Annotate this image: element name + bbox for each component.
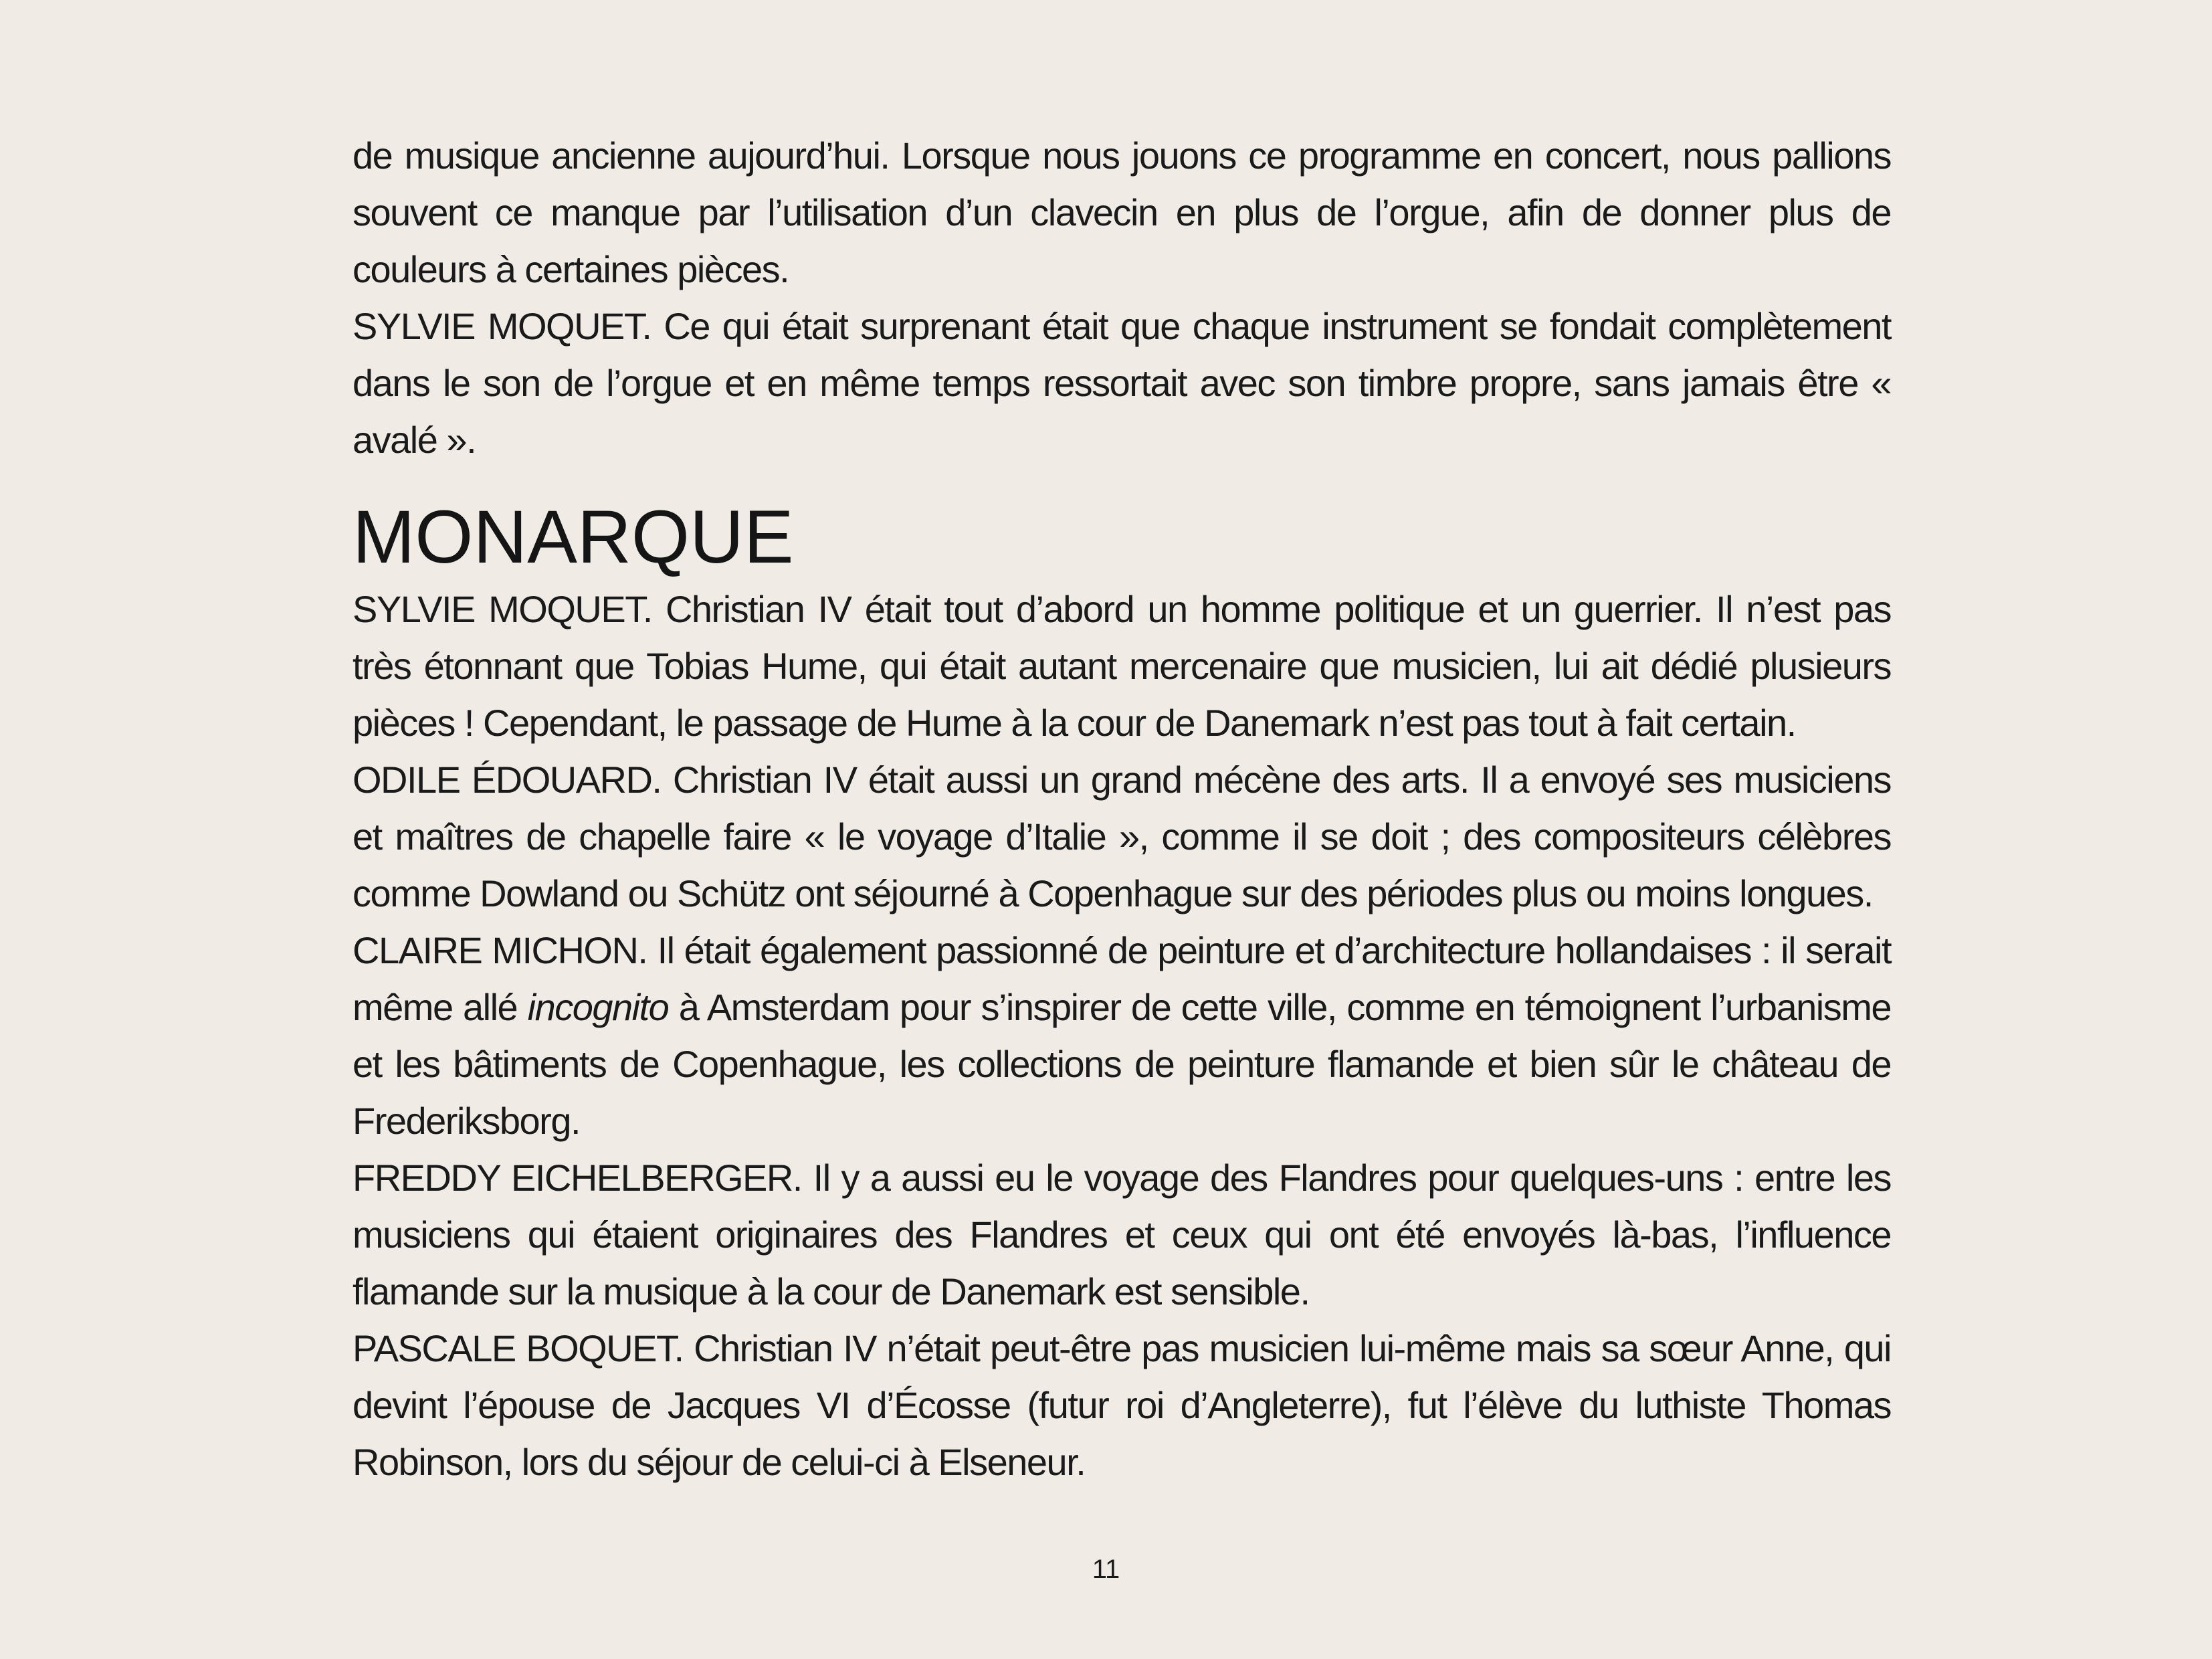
speaker-name: SYLVIE MOQUET. (353, 305, 651, 347)
text-body (353, 127, 1891, 1490)
paragraph-text: à Amsterdam pour s’inspirer de cette ville, comme en témoignent l’urbanisme et les bâtiments de Copenhague, les collections de peinture flamande et bien sûr le château de Frederiksborg. (353, 986, 1891, 1142)
paragraph-text: Il y a aussi eu le voyage des Flandres pour quelques-uns : entre les musiciens qui étaient originaires des Flandres et ceux qui ont été envoyés là-bas, l’influence flamande sur la musique à la cour de Danemark est sensible. (353, 1157, 1892, 1312)
dialogue-paragraph (353, 298, 1891, 468)
paragraph-text: Christian IV était tout d’abord un homme politique et un guerrier. Il n’est pas très étonnant que Tobias Hume, qui était autant mercenaire que musicien, lui ait dédié plusieurs pièces ! Cependant, le passage de Hume à la cour de Danemark n’est pas tout à fait certain. (353, 588, 1891, 744)
paragraph-text: Ce qui était surprenant était que chaque instrument se fondait complètement dans le son de l’orgue et en même temps ressortait avec son timbre propre, sans jamais être « avalé ». (353, 305, 1891, 461)
paragraph-text: Christian IV n’était peut-être pas musicien lui-même mais sa sœur Anne, qui devint l’épouse de Jacques VI d’Écosse (futur roi d’Angleterre), fut l’élève du luthiste Thomas Robinson, lors du séjour de celui-ci à Elseneur. (353, 1327, 1891, 1483)
speaker-name: CLAIRE MICHON. (353, 929, 647, 971)
paragraph-text: Christian IV était aussi un grand mécène des arts. Il a envoyé ses musiciens et maîtres de chapelle faire « le voyage d’Italie », comme il se doit ; des compositeurs célèbres comme Dowland ou Schütz ont séjourné à Copenhague sur des périodes plus ou moins longues. (353, 759, 1891, 914)
dialogue-paragraph (353, 751, 1891, 922)
dialogue-paragraph (353, 1149, 1891, 1320)
paragraph-text: de musique ancienne aujourd’hui. Lorsque nous jouons ce programme en concert, nous pallions souvent ce manque par l’utilisation d’un clavecin en plus de l’orgue, afin de donner plus de couleurs à certaines pièces. (353, 134, 1891, 290)
section-title: MONARQUE (353, 495, 794, 579)
italic-term: incognito (527, 986, 669, 1028)
speaker-name: PASCALE BOQUET. (353, 1327, 684, 1369)
page-number: 11 (1092, 1555, 1120, 1584)
intro-paragraph (353, 127, 1891, 298)
dialogue-paragraph (353, 922, 1891, 1149)
speaker-name: FREDDY EICHELBERGER. (353, 1157, 802, 1199)
speaker-name: SYLVIE MOQUET. (353, 588, 652, 630)
dialogue-paragraph (353, 1320, 1891, 1490)
speaker-name: ODILE ÉDOUARD. (353, 759, 662, 801)
paragraph-text: Il était également passionné de peinture et d’architecture hollandaises : il serait même allé (353, 929, 1892, 1028)
dialogue-paragraph (353, 581, 1891, 751)
